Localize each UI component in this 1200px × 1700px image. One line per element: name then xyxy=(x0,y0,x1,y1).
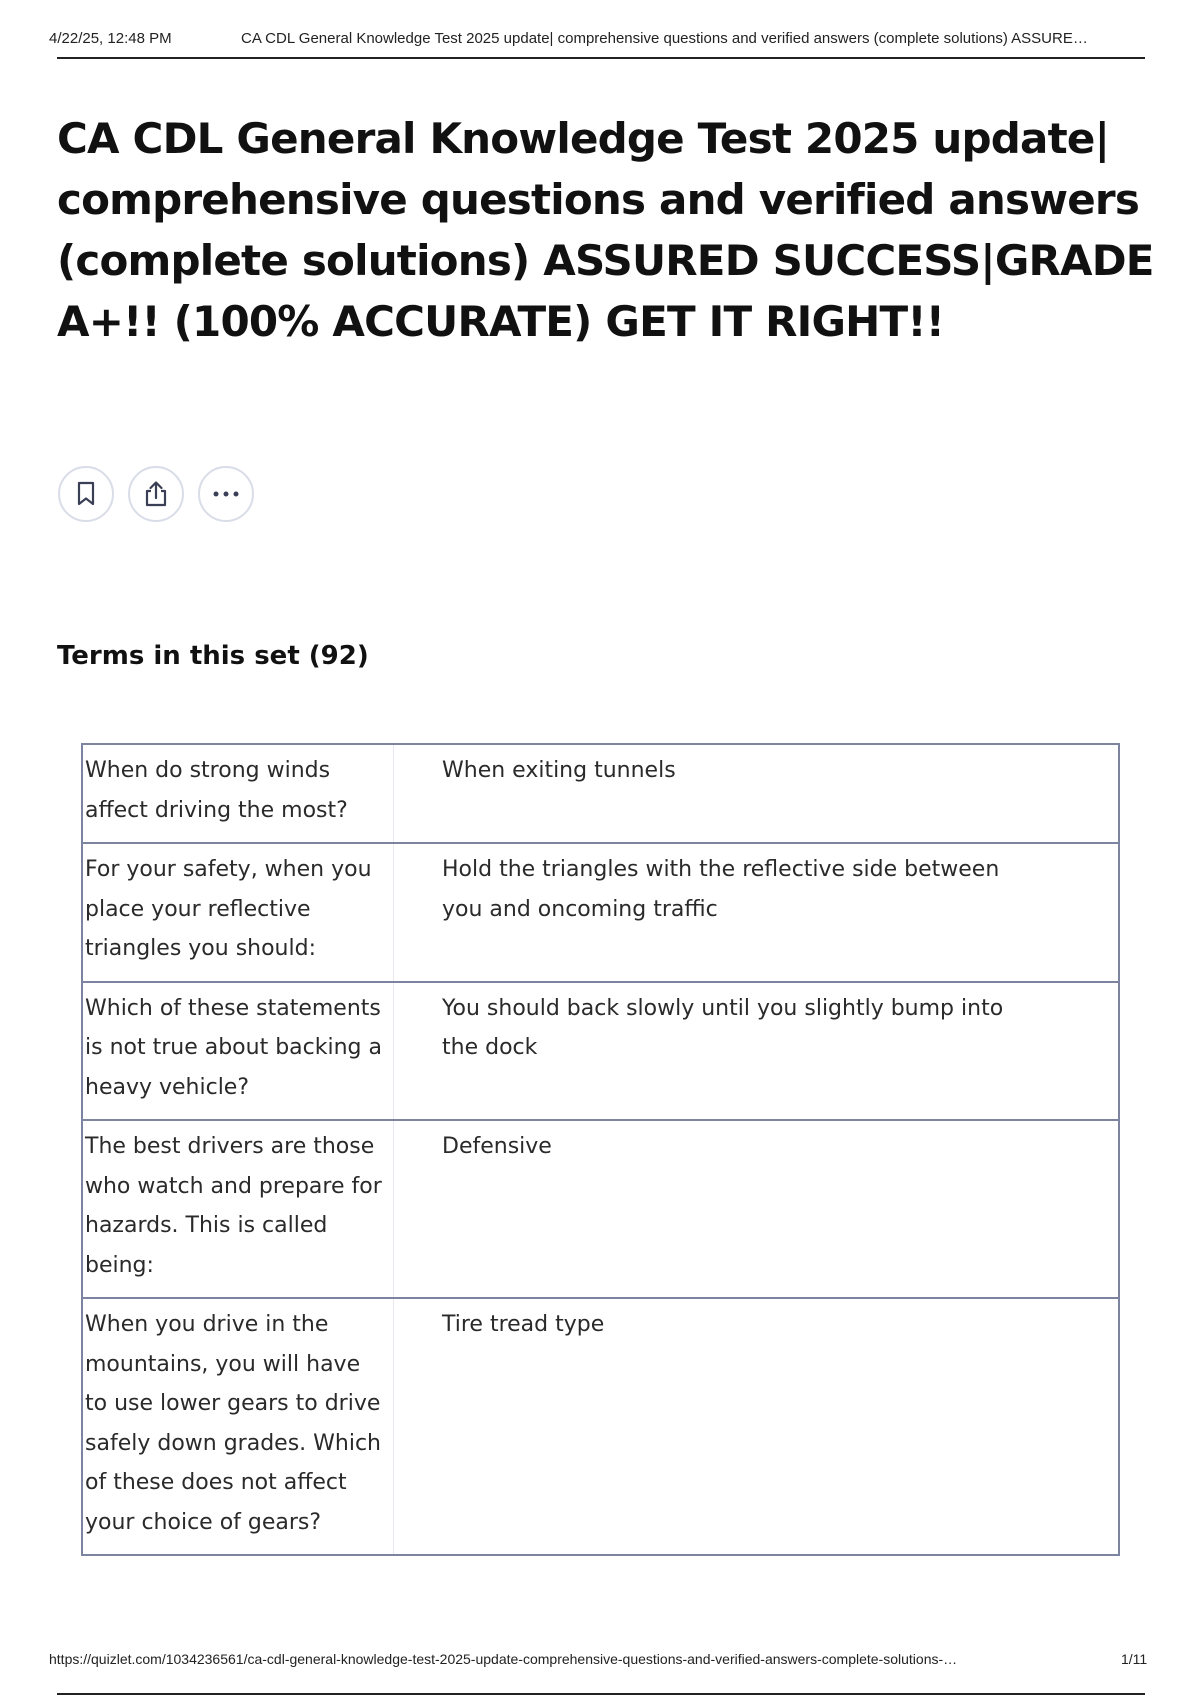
bookmark-icon xyxy=(75,481,97,507)
share-icon xyxy=(142,480,170,508)
action-buttons xyxy=(58,466,254,522)
page-title: CA CDL General Knowledge Test 2025 update| comprehensive questions and verified answers (complete solutions) ASSURED SUCCESS|GRADE A+!! (100% ACCURATE) GET IT RIGHT!! xyxy=(57,114,1154,346)
print-document-title: CA CDL General Knowledge Test 2025 update| comprehensive questions and verified answers (complete solutions) ASSURE… xyxy=(241,30,1088,47)
header-divider xyxy=(57,57,1145,59)
definition-cell xyxy=(394,1120,1120,1298)
term-text: Which of these statements is not true about backing a heavy vehicle? xyxy=(85,995,382,1100)
term-text: When do strong winds affect driving the most? xyxy=(85,758,348,823)
term-text: The best drivers are those who watch and prepare for hazards. This is called being: xyxy=(85,1134,382,1278)
share-button[interactable] xyxy=(128,466,184,522)
print-footer xyxy=(49,1651,1149,1667)
term-text: For your safety, when you place your reflective triangles you should: xyxy=(85,857,372,961)
table-row xyxy=(82,1298,1119,1555)
more-horizontal-icon xyxy=(212,490,240,498)
terms-table xyxy=(81,743,1120,1556)
print-header xyxy=(49,30,1145,47)
print-url: https://quizlet.com/1034236561/ca-cdl-general-knowledge-test-2025-update-comprehensive-questions-and-verified-answers-complete-solutions-… xyxy=(49,1651,958,1667)
print-date: 4/22/25, 12:48 PM xyxy=(49,30,172,47)
definition-cell xyxy=(394,744,1120,843)
table-row xyxy=(82,744,1119,843)
term-cell xyxy=(82,1298,394,1555)
definition-text: Defensive xyxy=(442,1134,552,1159)
table-row xyxy=(82,843,1119,982)
term-cell xyxy=(82,982,394,1121)
more-options-button[interactable] xyxy=(198,466,254,522)
definition-cell xyxy=(394,1298,1120,1555)
definition-text: When exiting tunnels xyxy=(442,758,676,783)
footer-divider xyxy=(57,1693,1145,1695)
definition-text: Hold the triangles with the reflective side between you and oncoming traffic xyxy=(442,857,1000,922)
terms-heading: Terms in this set (92) xyxy=(57,641,369,671)
definition-cell xyxy=(394,982,1120,1121)
bookmark-button[interactable] xyxy=(58,466,114,522)
term-cell xyxy=(82,1120,394,1298)
definition-text: Tire tread type xyxy=(442,1312,605,1337)
page-number: 1/11 xyxy=(1121,1651,1148,1667)
table-row xyxy=(82,1120,1119,1298)
term-cell xyxy=(82,843,394,982)
table-row xyxy=(82,982,1119,1121)
term-cell xyxy=(82,744,394,843)
definition-text: You should back slowly until you slightly bump into the dock xyxy=(442,995,1004,1060)
definition-cell xyxy=(394,843,1120,982)
term-text: When you drive in the mountains, you will have to use lower gears to drive safely down grades. Which of these does not affect your choice of gears? xyxy=(85,1312,381,1535)
